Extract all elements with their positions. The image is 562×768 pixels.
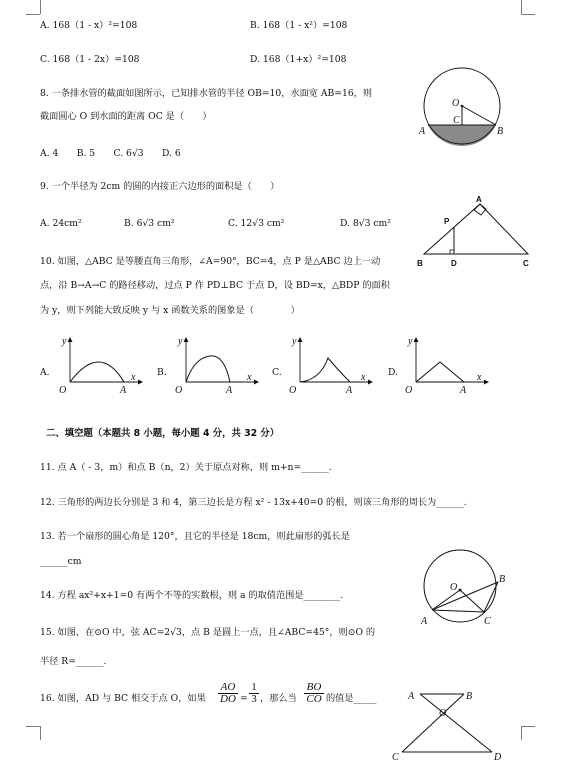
label-o: O bbox=[452, 98, 460, 109]
q16-fraction-ao-do bbox=[218, 682, 238, 705]
frac-den: DO bbox=[218, 693, 238, 705]
label-b: B bbox=[466, 691, 473, 702]
q13-stem-line2: ______cm bbox=[40, 556, 82, 567]
q9-option-c: C. 12√3 cm² bbox=[228, 218, 285, 229]
q13-stem-line1: 13. 若一个扇形的圆心角是 120°，且它的半径是 18cm，则此扇形的弧长是 bbox=[40, 531, 350, 542]
q15-stem-line1: 15. 如图，在⊙O 中，弦 AC=2√3，点 B 是圆上一点，且∠ABC=45°，则⊙O 的 bbox=[40, 627, 376, 638]
q10-graph-d bbox=[398, 336, 490, 396]
axis-a: A bbox=[226, 385, 233, 396]
q10-stem-line3: 为 y，则下列能大致反映 y 与 x 函数关系的图象是（ ） bbox=[40, 305, 300, 316]
axis-y: y bbox=[62, 336, 67, 347]
q10-graph-label-d: D. bbox=[388, 367, 398, 378]
label-a: A bbox=[476, 195, 482, 204]
label-a: A bbox=[408, 691, 415, 702]
axis-origin: O bbox=[59, 385, 67, 396]
q15-circle-figure bbox=[418, 548, 514, 630]
q8-stem-line1: 8. 一条排水管的截面如图所示，已知排水管的半径 OB=10，水面宽 AB=16，则 bbox=[40, 88, 373, 99]
q16-prefix: 16. 如图，AD 与 BC 相交于点 O，如果 bbox=[40, 693, 206, 704]
q11-stem: 11. 点 A（ - 3，m）和点 B（n，2）关于原点对称，则 m+n=______. bbox=[40, 462, 332, 473]
q10-graph-label-b: B. bbox=[157, 367, 167, 378]
crop-mark-top-right-h bbox=[521, 14, 535, 15]
q10-graph-b bbox=[168, 336, 260, 396]
axis-a: A bbox=[346, 385, 353, 396]
q16-suffix: 的值是_____ bbox=[326, 693, 377, 704]
axis-origin: O bbox=[289, 385, 297, 396]
q10-triangle-figure bbox=[416, 196, 536, 268]
q10-graph-label-a: A. bbox=[40, 367, 50, 378]
axis-x: x bbox=[247, 372, 252, 383]
crop-mark-top-left-h bbox=[26, 14, 40, 15]
label-p: P bbox=[444, 217, 450, 226]
q9-option-a: A. 24cm² bbox=[40, 218, 82, 229]
q9-option-b: B. 6√3 cm² bbox=[124, 218, 175, 229]
label-b: B bbox=[499, 574, 506, 585]
label-c: C bbox=[523, 259, 529, 268]
axis-y: y bbox=[408, 336, 413, 347]
axis-origin: O bbox=[405, 385, 413, 396]
label-a: A bbox=[419, 126, 426, 137]
crop-mark-top-right bbox=[521, 0, 522, 14]
frac-num: 1 bbox=[251, 681, 257, 693]
label-o: O bbox=[439, 708, 447, 719]
q16-fraction-one-third bbox=[249, 682, 259, 705]
q8-stem-line2: 截面圆心 O 到水面的距离 OC 是（ ） bbox=[40, 111, 212, 122]
q10-graph-c bbox=[282, 336, 374, 396]
q12-stem: 12. 三角形的两边长分别是 3 和 4，第三边长是方程 x² - 13x+40=0 的根，则该三角形的周长为______. bbox=[40, 497, 467, 508]
label-d: D bbox=[451, 259, 457, 268]
label-a: A bbox=[421, 616, 428, 627]
q10-graph-label-c: C. bbox=[272, 367, 282, 378]
frac-den: CO bbox=[304, 693, 324, 705]
q8-options: A. 4 B. 5 C. 6√3 D. 6 bbox=[40, 148, 181, 159]
axis-origin: O bbox=[175, 385, 183, 396]
label-c: C bbox=[453, 115, 460, 126]
label-o: O bbox=[450, 582, 458, 593]
axis-x: x bbox=[131, 372, 136, 383]
q7-option-d: D. 168（1+x）²=108 bbox=[250, 54, 347, 65]
label-d: D bbox=[494, 752, 502, 763]
q7-option-a: A. 168（1 - x）²=108 bbox=[40, 20, 138, 31]
axis-y: y bbox=[178, 336, 183, 347]
frac-num: AO bbox=[220, 681, 236, 693]
q16-fraction-bo-co bbox=[304, 682, 324, 705]
q8-pipe-figure bbox=[418, 68, 508, 148]
frac-num: BO bbox=[306, 681, 322, 693]
axis-x: x bbox=[477, 372, 482, 383]
axis-a: A bbox=[460, 385, 467, 396]
q9-stem: 9. 一个半径为 2cm 的圆的内接正六边形的面积是（ ） bbox=[40, 181, 280, 192]
q10-stem-line1: 10. 如图，△ABC 是等腰直角三角形，∠A=90°，BC=4，点 P 是△ABC 边上一动 bbox=[40, 256, 381, 267]
crop-mark-top-left bbox=[40, 0, 41, 14]
crop-mark-bottom-right-h bbox=[521, 726, 535, 727]
q15-stem-line2: 半径 R=______. bbox=[40, 656, 107, 667]
q10-stem-line2: 点，沿 B→A→C 的路径移动，过点 P 作 PD⊥BC 于点 D，设 BD=x，△BDP 的面积 bbox=[40, 280, 390, 291]
label-b: B bbox=[417, 259, 423, 268]
q10-graph-a bbox=[52, 336, 144, 396]
axis-x: x bbox=[361, 372, 366, 383]
q16-figure bbox=[392, 684, 512, 764]
q7-option-c: C. 168（1 - 2x）=108 bbox=[40, 54, 140, 65]
q16-equals: = bbox=[240, 693, 248, 704]
q9-option-d: D. 8√3 cm² bbox=[340, 218, 391, 229]
frac-den: 3 bbox=[249, 693, 259, 705]
q7-option-b: B. 168（1 - x²）=108 bbox=[250, 20, 348, 31]
axis-a: A bbox=[120, 385, 127, 396]
label-b: B bbox=[497, 126, 504, 137]
label-c: C bbox=[392, 752, 399, 763]
axis-y: y bbox=[292, 336, 297, 347]
q14-stem: 14. 方程 ax²+x+1=0 有两个不等的实数根，则 a 的取值范围是________. bbox=[40, 590, 344, 601]
crop-mark-bottom-left-h bbox=[26, 726, 40, 727]
crop-mark-bottom-right bbox=[521, 726, 522, 740]
section-2-title: 二、填空题（本题共 8 小题，每小题 4 分，共 32 分） bbox=[46, 428, 280, 439]
q16-middle: ，那么当 bbox=[260, 693, 297, 704]
label-c: C bbox=[484, 616, 491, 627]
crop-mark-bottom-left bbox=[40, 726, 41, 740]
